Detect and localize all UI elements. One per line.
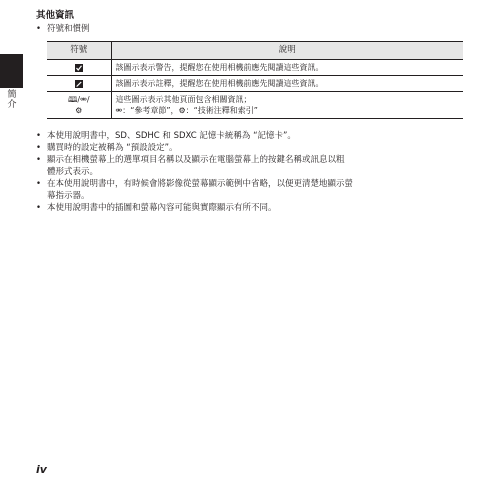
header-description: 說明 — [111, 42, 463, 60]
description-cell — [111, 60, 463, 76]
page-number: iv — [36, 463, 47, 476]
chapter-tab — [0, 54, 23, 88]
list-item — [36, 154, 466, 178]
list-item-text: 本使用說明書中，SD、SDHC 和 SDXC 記憶卡統稱為 “記憶卡”。 — [47, 131, 296, 141]
notes-list — [36, 130, 466, 214]
note-icon — [75, 80, 83, 88]
list-item-text: 在本使用說明書中，有時候會將影像從螢幕顯示範例中省略，以便更清楚地顯示螢 — [47, 179, 354, 189]
list-item — [36, 202, 466, 214]
symbols-table — [47, 41, 463, 119]
bullet-icon: • — [36, 131, 42, 141]
description-text: 這些圖示表示其他頁面包含相關資訊； — [115, 95, 252, 104]
list-item — [36, 142, 466, 154]
description-cell — [111, 76, 463, 92]
header-symbol: 符號 — [47, 42, 111, 60]
symbol-cell — [47, 76, 111, 92]
bullet-icon: • — [36, 179, 42, 189]
description-text: 該圖示表示註釋，提醒您在使用相機前應先閱讀這些資訊。 — [115, 79, 324, 88]
description-cell — [111, 92, 463, 119]
symbol-cell — [47, 92, 111, 119]
list-item — [36, 130, 466, 142]
bullet-icon: • — [36, 203, 42, 213]
reference-icons: 🕮/⚮/ — [67, 95, 90, 104]
subsection-title: 符號和慣例 — [47, 24, 90, 34]
table-header-row — [47, 42, 463, 60]
symbol-cell — [47, 60, 111, 76]
section-title: 其他資訊 — [36, 10, 75, 21]
table-row — [47, 76, 463, 92]
description-text: ⚮：“參考章節”，⚙：“技術注釋和索引” — [115, 106, 258, 115]
list-item-text: 體形式表示。 — [47, 167, 99, 177]
list-item-text: 顯示在相機螢幕上的選單項目名稱以及顯示在電腦螢幕上的按鍵名稱或訊息以粗 — [47, 155, 345, 165]
description-text: 該圖示表示警告，提醒您在使用相機前應先閱讀這些資訊。 — [115, 63, 324, 72]
table-row — [47, 92, 463, 119]
bullet-icon: • — [36, 143, 42, 153]
bullet-icon: • — [36, 24, 42, 34]
chapter-tab-label: 簡介 — [7, 90, 17, 110]
caution-icon — [75, 64, 83, 72]
list-item-text: 幕指示器。 — [47, 191, 90, 201]
list-item-text: 購買時的設定被稱為 “預設設定”。 — [47, 143, 178, 153]
bullet-icon: • — [36, 155, 42, 165]
table-row — [47, 60, 463, 76]
list-item — [36, 178, 466, 202]
list-item-text: 本使用說明書中的插圖和螢幕內容可能與實際顯示有所不同。 — [47, 203, 277, 213]
technical-notes-icon: ⚙ — [75, 106, 83, 115]
